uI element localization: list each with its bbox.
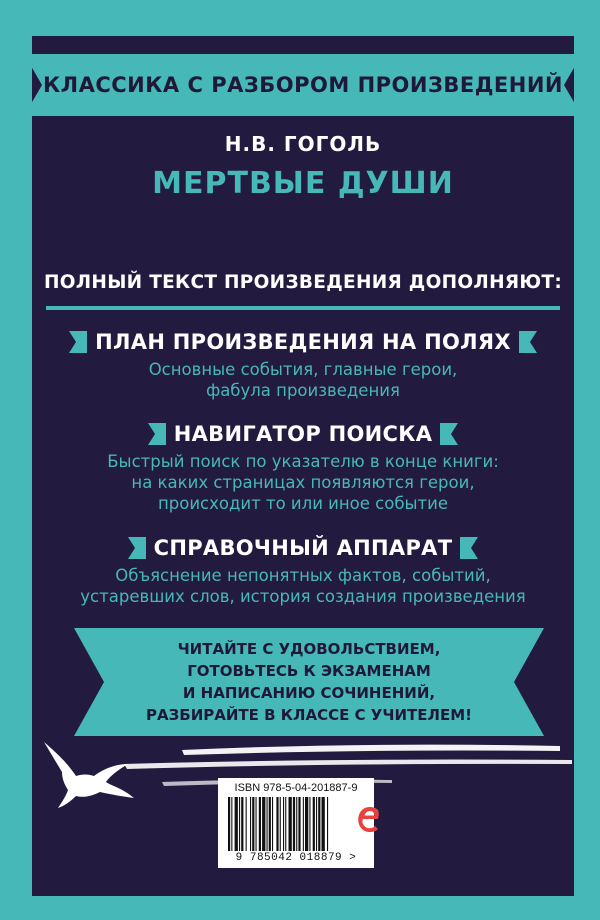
feature-plan: [32, 328, 574, 401]
flag-left-icon: [69, 331, 87, 353]
feature-heading: НАВИГАТОР ПОИСКА: [173, 422, 433, 446]
feature-reference: [32, 534, 574, 607]
flag-right-icon: [460, 537, 478, 559]
series-banner: [24, 54, 582, 116]
call-to-action-banner: [74, 628, 544, 736]
feature-description: Быстрый поиск по указателю в конце книги:: [107, 452, 499, 471]
cta-line: ГОТОВЬТЕСЬ К ЭКЗАМЕНАМ: [187, 662, 431, 680]
flag-left-icon: [148, 423, 166, 445]
divider-line: [46, 306, 560, 310]
feature-navigator: [32, 420, 574, 514]
cta-line: ЧИТАЙТЕ С УДОВОЛЬСТВИЕМ,: [177, 640, 441, 658]
flag-left-icon: [128, 537, 146, 559]
barcode-icon: [228, 797, 364, 851]
book-back-cover: [32, 36, 574, 896]
isbn-number: ISBN 978-5-04-201887-9: [234, 782, 358, 794]
barcode-area: [218, 778, 374, 868]
flag-right-icon: [440, 423, 458, 445]
feature-heading: СПРАВОЧНЫЙ АППАРАТ: [153, 536, 453, 560]
feature-description: устаревших слов, история создания произведения: [80, 587, 526, 606]
feature-description: Объяснение непонятных фактов, событий,: [115, 566, 491, 585]
book-author: Н.В. ГОГОЛЬ: [224, 132, 382, 156]
flag-right-icon: [519, 331, 537, 353]
feature-description: на каких страницах появляются герои,: [131, 473, 475, 492]
series-title: КЛАССИКА С РАЗБОРОМ ПРОИЗВЕДЕНИЙ: [42, 73, 564, 97]
cta-line: РАЗБИРАЙТЕ В КЛАССЕ С УЧИТЕЛЕМ!: [146, 706, 472, 724]
features-intro: ПОЛНЫЙ ТЕКСТ ПРОИЗВЕДЕНИЯ ДОПОЛНЯЮТ:: [43, 272, 563, 293]
feature-description: фабула произведения: [206, 381, 400, 400]
publisher-logo-icon: [356, 804, 382, 834]
cta-line: И НАПИСАНИЮ СОЧИНЕНИЙ,: [182, 684, 436, 702]
feature-description: происходит то или иное событие: [157, 494, 449, 513]
feature-description: Основные события, главные герои,: [148, 360, 458, 379]
feature-heading: ПЛАН ПРОИЗВЕДЕНИЯ НА ПОЛЯХ: [95, 330, 511, 354]
barcode-digits: 9 785042 018879 >: [235, 852, 357, 864]
bird-silhouette-icon: [32, 724, 142, 814]
book-title: МЕРТВЫЕ ДУШИ: [152, 166, 454, 201]
